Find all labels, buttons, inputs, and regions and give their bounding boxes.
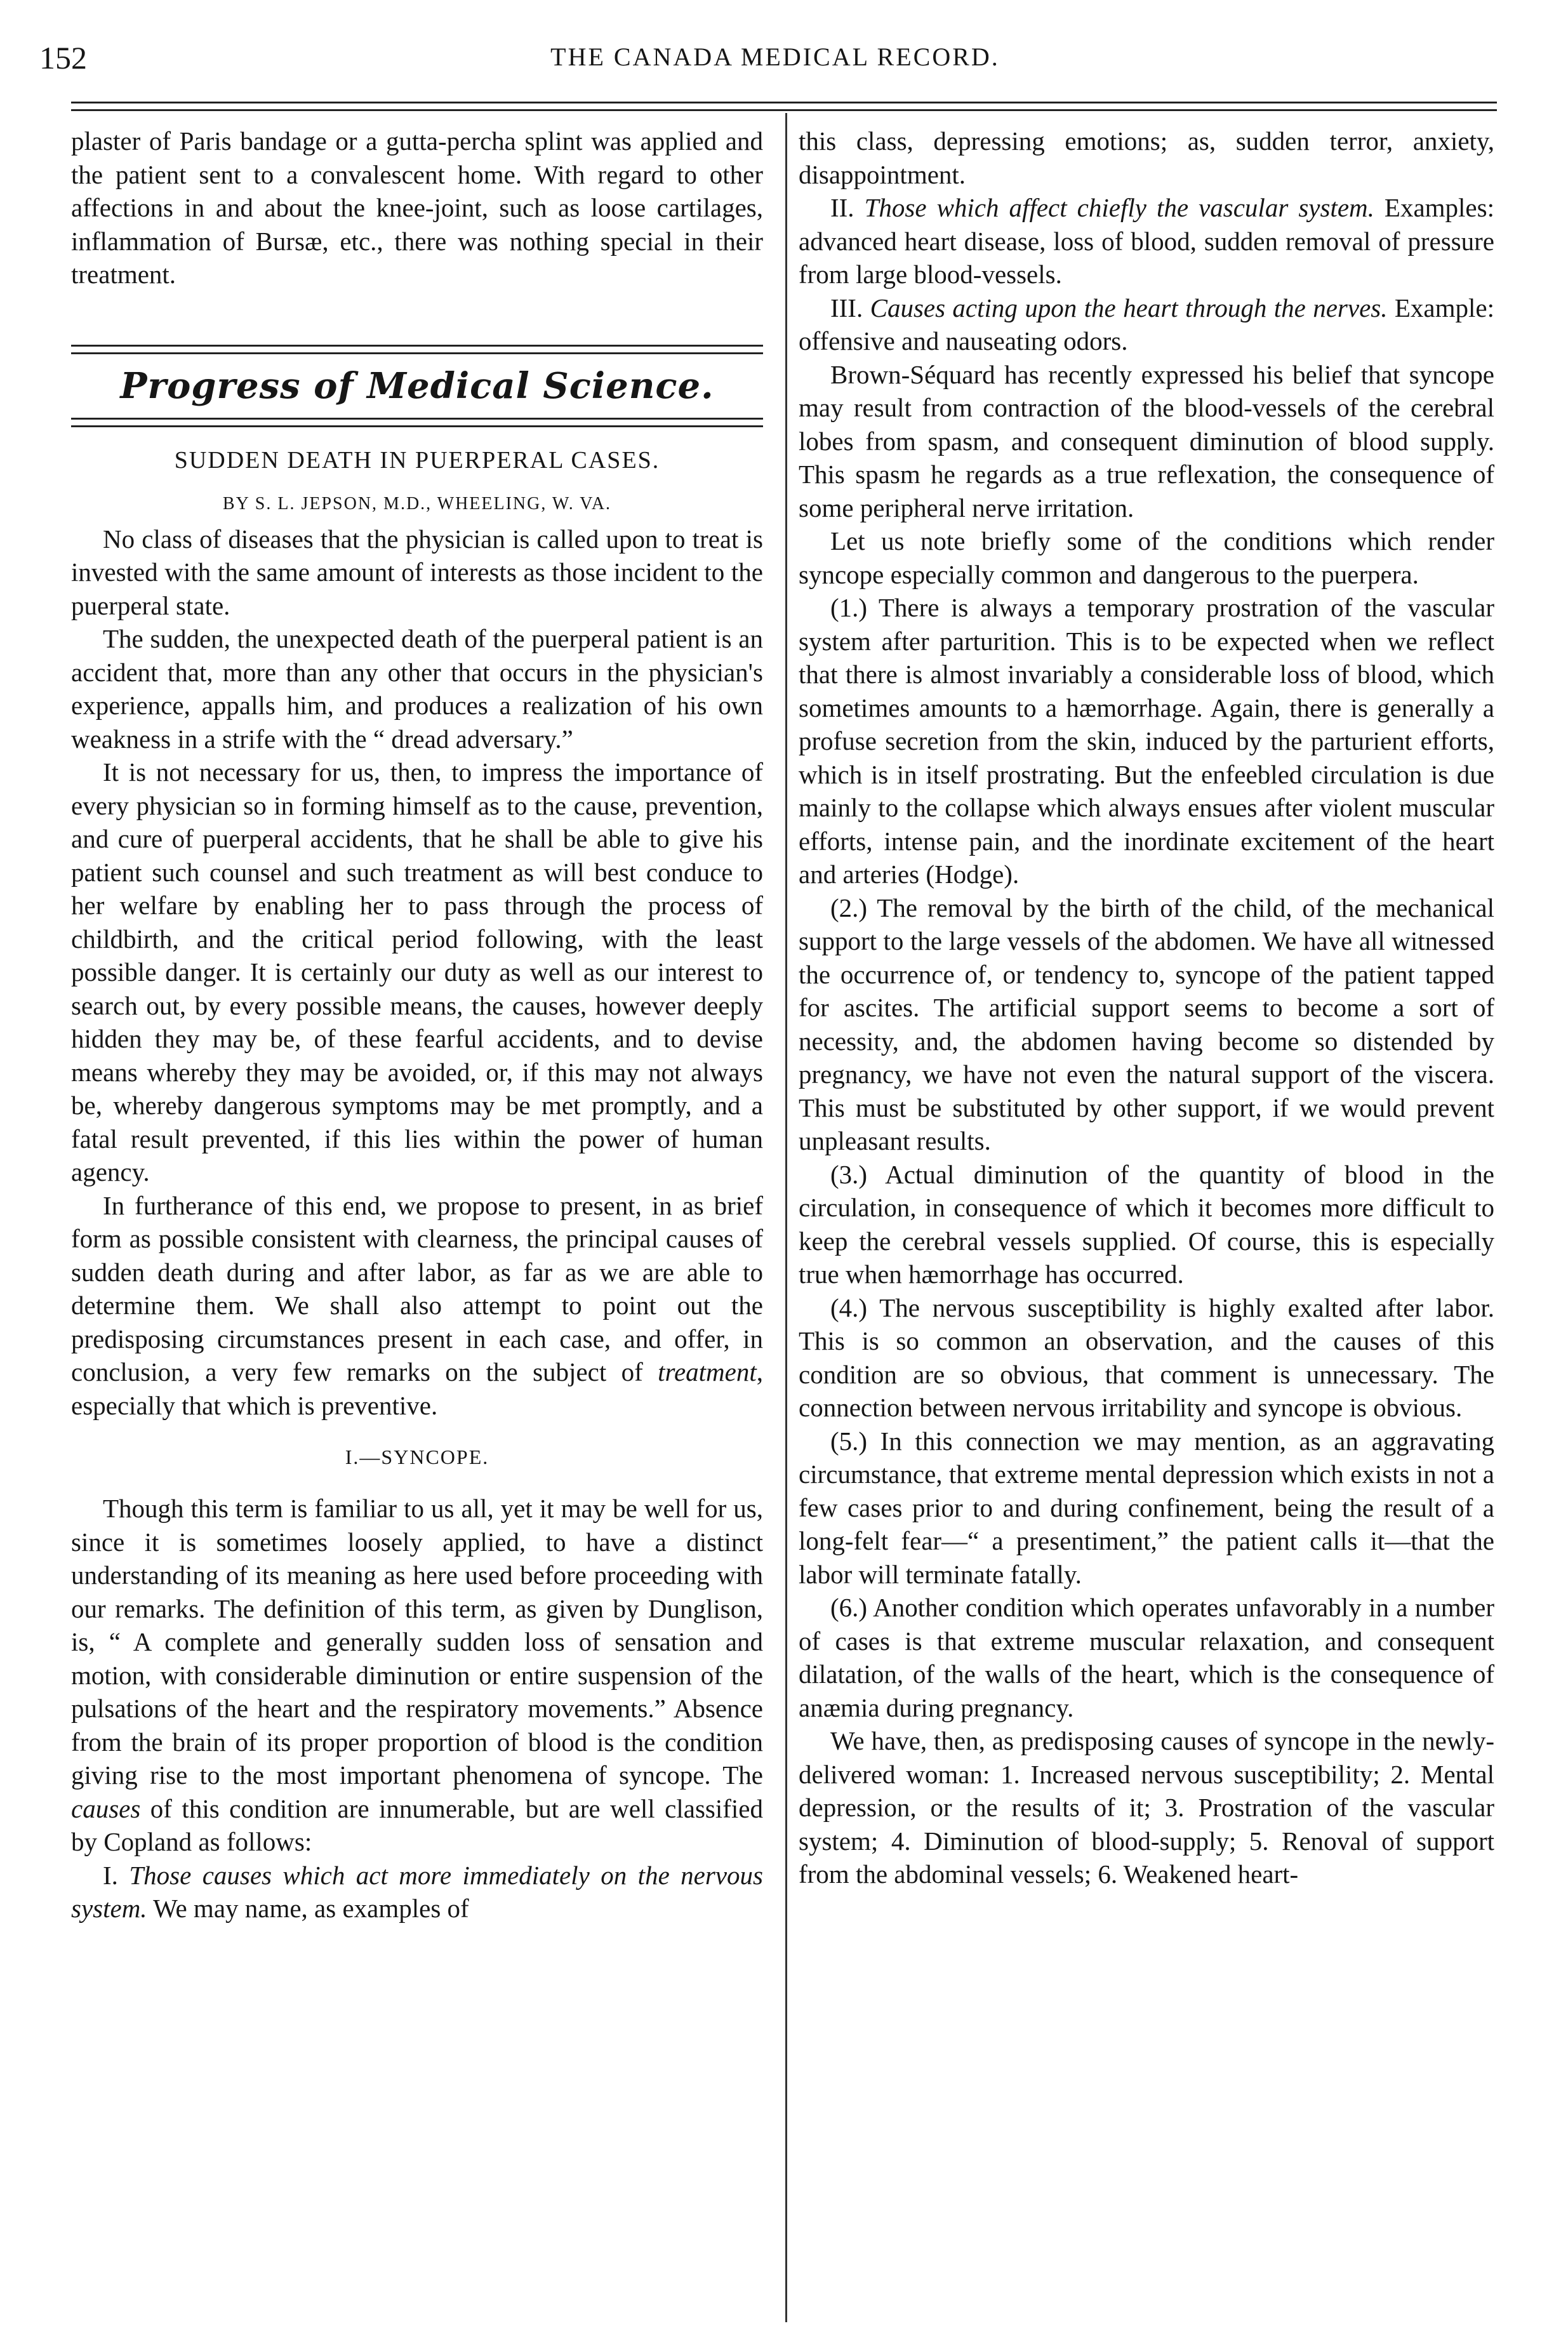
paragraph-text: II. — [830, 193, 865, 222]
paragraph: plaster of Paris bandage or a gutta-percha splint was applied and the patient sent to a convalescent home. With regard to other affections in and about the knee-joint, such as loose cartilages, inflammation of Bursæ, etc., there was nothing special in their treatment. — [71, 126, 763, 289]
article-title: SUDDEN DEATH IN PUERPERAL CASES. — [174, 446, 660, 474]
italic-text: Those which affect chiefly the vascular system. — [864, 193, 1374, 222]
paragraph — [71, 1492, 763, 1859]
italic-text: Causes acting upon the heart through the nerves. — [870, 293, 1388, 322]
section-title: Progress of Medical Science. — [120, 364, 714, 407]
page-number: 152 — [39, 40, 87, 76]
paragraph: It is not necessary for us, then, to impress the importance of every physician so in forming himself as to the cause, prevention, and cure of puerperal accidents, that he shall be able to give his patient such counsel and such treatment as will best conduce to her welfare by enabling her to pass through the process of childbirth, and the critical period following, with the least possible danger. It is certainly our duty as well as our interest to search out, by every possible means, the causes, however deeply hidden they may be, of these fearful accidents, and to devise means whereby they may be avoided, or, if this may not always be, whereby dangerous symptoms may be met promptly, and a fatal result prevented, if this lies within the power of human agency. — [71, 757, 763, 1186]
paragraph-text: In furtherance of this end, we propose to present, in as brief form as possible consistent with clearness, the principal causes of sudden death during and after labor, as far as we are able to determine them. We shall also attempt to point out the predisposing circumstances present in each case, and offer, in conclusion, a very few remarks on the subject of — [71, 1190, 763, 1386]
paragraph-text: Examples: advanced heart disease, loss of blood, sudden removal of pressure from large blood-vessels. — [799, 193, 1494, 289]
paragraph — [71, 1859, 763, 1925]
paragraph — [799, 291, 1494, 358]
paragraph: Let us note briefly some of the conditions which render syncope especially common and dangerous to the puerpera. — [799, 526, 1494, 589]
paragraph: (4.) The nervous susceptibility is highly exalted after labor. This is so common an observation, and the causes of this condition are so obvious, that comment is unnecessary. The connection between nervous irritability and syncope is obvious. — [799, 1293, 1494, 1422]
paragraph: (6.) Another condition which operates unfavorably in a number of cases is that extreme muscular relaxation, and consequent dilatation, of the walls of the heart, which is the consequence of anæmia during pregnancy. — [799, 1593, 1494, 1722]
running-head: THE CANADA MEDICAL RECORD. — [550, 43, 1000, 71]
paragraph: No class of diseases that the physician is called upon to treat is invested with the same amount of interests as those incident to the puerperal state. — [71, 524, 763, 620]
paragraph: We have, then, as predisposing causes of syncope in the newly-delivered woman: 1. Increased nervous susceptibility; 2. Mental depression, or the results of it; 3. Prostration of the vascular system; 4. Diminution of blood-supply; 5. Renoval of support from the abdominal vessels; 6. Weakened heart- — [799, 1726, 1494, 1889]
paragraph: (2.) The removal by the birth of the child, of the mechanical support to the large vessels of the abdomen. We have all witnessed the occurrence of, or tendency to, syncope of the patient tapped for ascites. The artificial support seems to become a sort of necessity, and, the abdomen having become so distended by pregnancy, we have not even the natural support of the viscera. This must be substituted by other support, if we would prevent unpleasant results. — [799, 893, 1494, 1155]
right-column — [799, 124, 1494, 1891]
paragraph-text: Example: offensive and nauseating odors. — [799, 293, 1494, 356]
paragraph: this class, depressing emotions; as, sudden terror, anxiety, disappointment. — [799, 126, 1494, 189]
paragraph-text: , especially that which is preventive. — [71, 1357, 763, 1420]
header-rule — [71, 102, 1497, 103]
left-column — [71, 124, 763, 1925]
italic-text: Those causes which act more immediately on the nervous system. — [71, 1860, 763, 1923]
paragraph-text: of this condition are innumerable, but are well classified by Copland as follows: — [71, 1793, 763, 1856]
byline: BY S. L. JEPSON, M.D., WHEELING, W. VA. — [222, 493, 612, 514]
page-header — [39, 39, 1511, 84]
paragraph — [71, 1189, 763, 1423]
italic-text: causes — [71, 1793, 141, 1823]
paragraph: (3.) Actual diminution of the quantity of blood in the circulation, in consequence of which it becomes more difficult to keep the cerebral vessels supplied. Of course, this is especially true when hæmorrhage has occurred. — [799, 1159, 1494, 1289]
italic-text: treatment — [658, 1357, 757, 1386]
section-rule — [71, 345, 763, 354]
paragraph-text: I. — [103, 1860, 130, 1890]
paragraph-text: Though this term is familiar to us all, yet it may be well for us, since it is sometimes loosely applied, to have a distinct understanding of its meaning as here used before proceeding with our remarks. The definition of this term, as given by Dunglison, is, “ A complete and generally sudden loss of sensation and motion, with considerable diminution or entire suspension of the pulsations of the heart and the respiratory movements.” Absence from the brain of its proper proportion of blood is the condition giving rise to the most important phenomena of syncope. The — [71, 1494, 763, 1790]
paragraph: The sudden, the unexpected death of the puerperal patient is an accident that, more than any other that occurs in the physician's experience, appalls him, and produces a realization of his own weakness in a strife with the “ dread adversary.” — [71, 624, 763, 754]
subheading: I.—SYNCOPE. — [345, 1446, 489, 1468]
header-rule — [71, 109, 1497, 111]
paragraph: (1.) There is always a temporary prostration of the vascular system after parturition. This is to be expected when we reflect that there is almost invariably a considerable loss of blood, which sometimes amounts to a hæmorrhage. Again, there is generally a profuse secretion from the skin, induced by the parturient efforts, which is in itself prostrating. But the enfeebled circulation is due mainly to the collapse which always ensues after violent muscular efforts, intense pain, and the inordinate excitement of the heart and arteries (Hodge). — [799, 593, 1494, 889]
paragraph — [799, 191, 1494, 291]
paragraph-text: III. — [830, 293, 870, 322]
paragraph: Brown-Séquard has recently expressed his belief that syncope may result from contraction of the blood-vessels of the cerebral lobes from spasm, and consequent diminution of blood supply. This spasm he regards as a true reflexation, the consequence of some peripheral nerve irritation. — [799, 359, 1494, 522]
column-divider — [785, 113, 787, 2322]
paragraph-text: We may name, as examples of — [147, 1894, 469, 1923]
paragraph: (5.) In this connection we may mention, as an aggravating circumstance, that extreme mental depression which exists in not a few cases prior to and during confinement, being the result of a long-felt fear—“ a presentiment,” the patient calls it—that the labor will terminate fatally. — [799, 1426, 1494, 1589]
section-rule — [71, 418, 763, 427]
